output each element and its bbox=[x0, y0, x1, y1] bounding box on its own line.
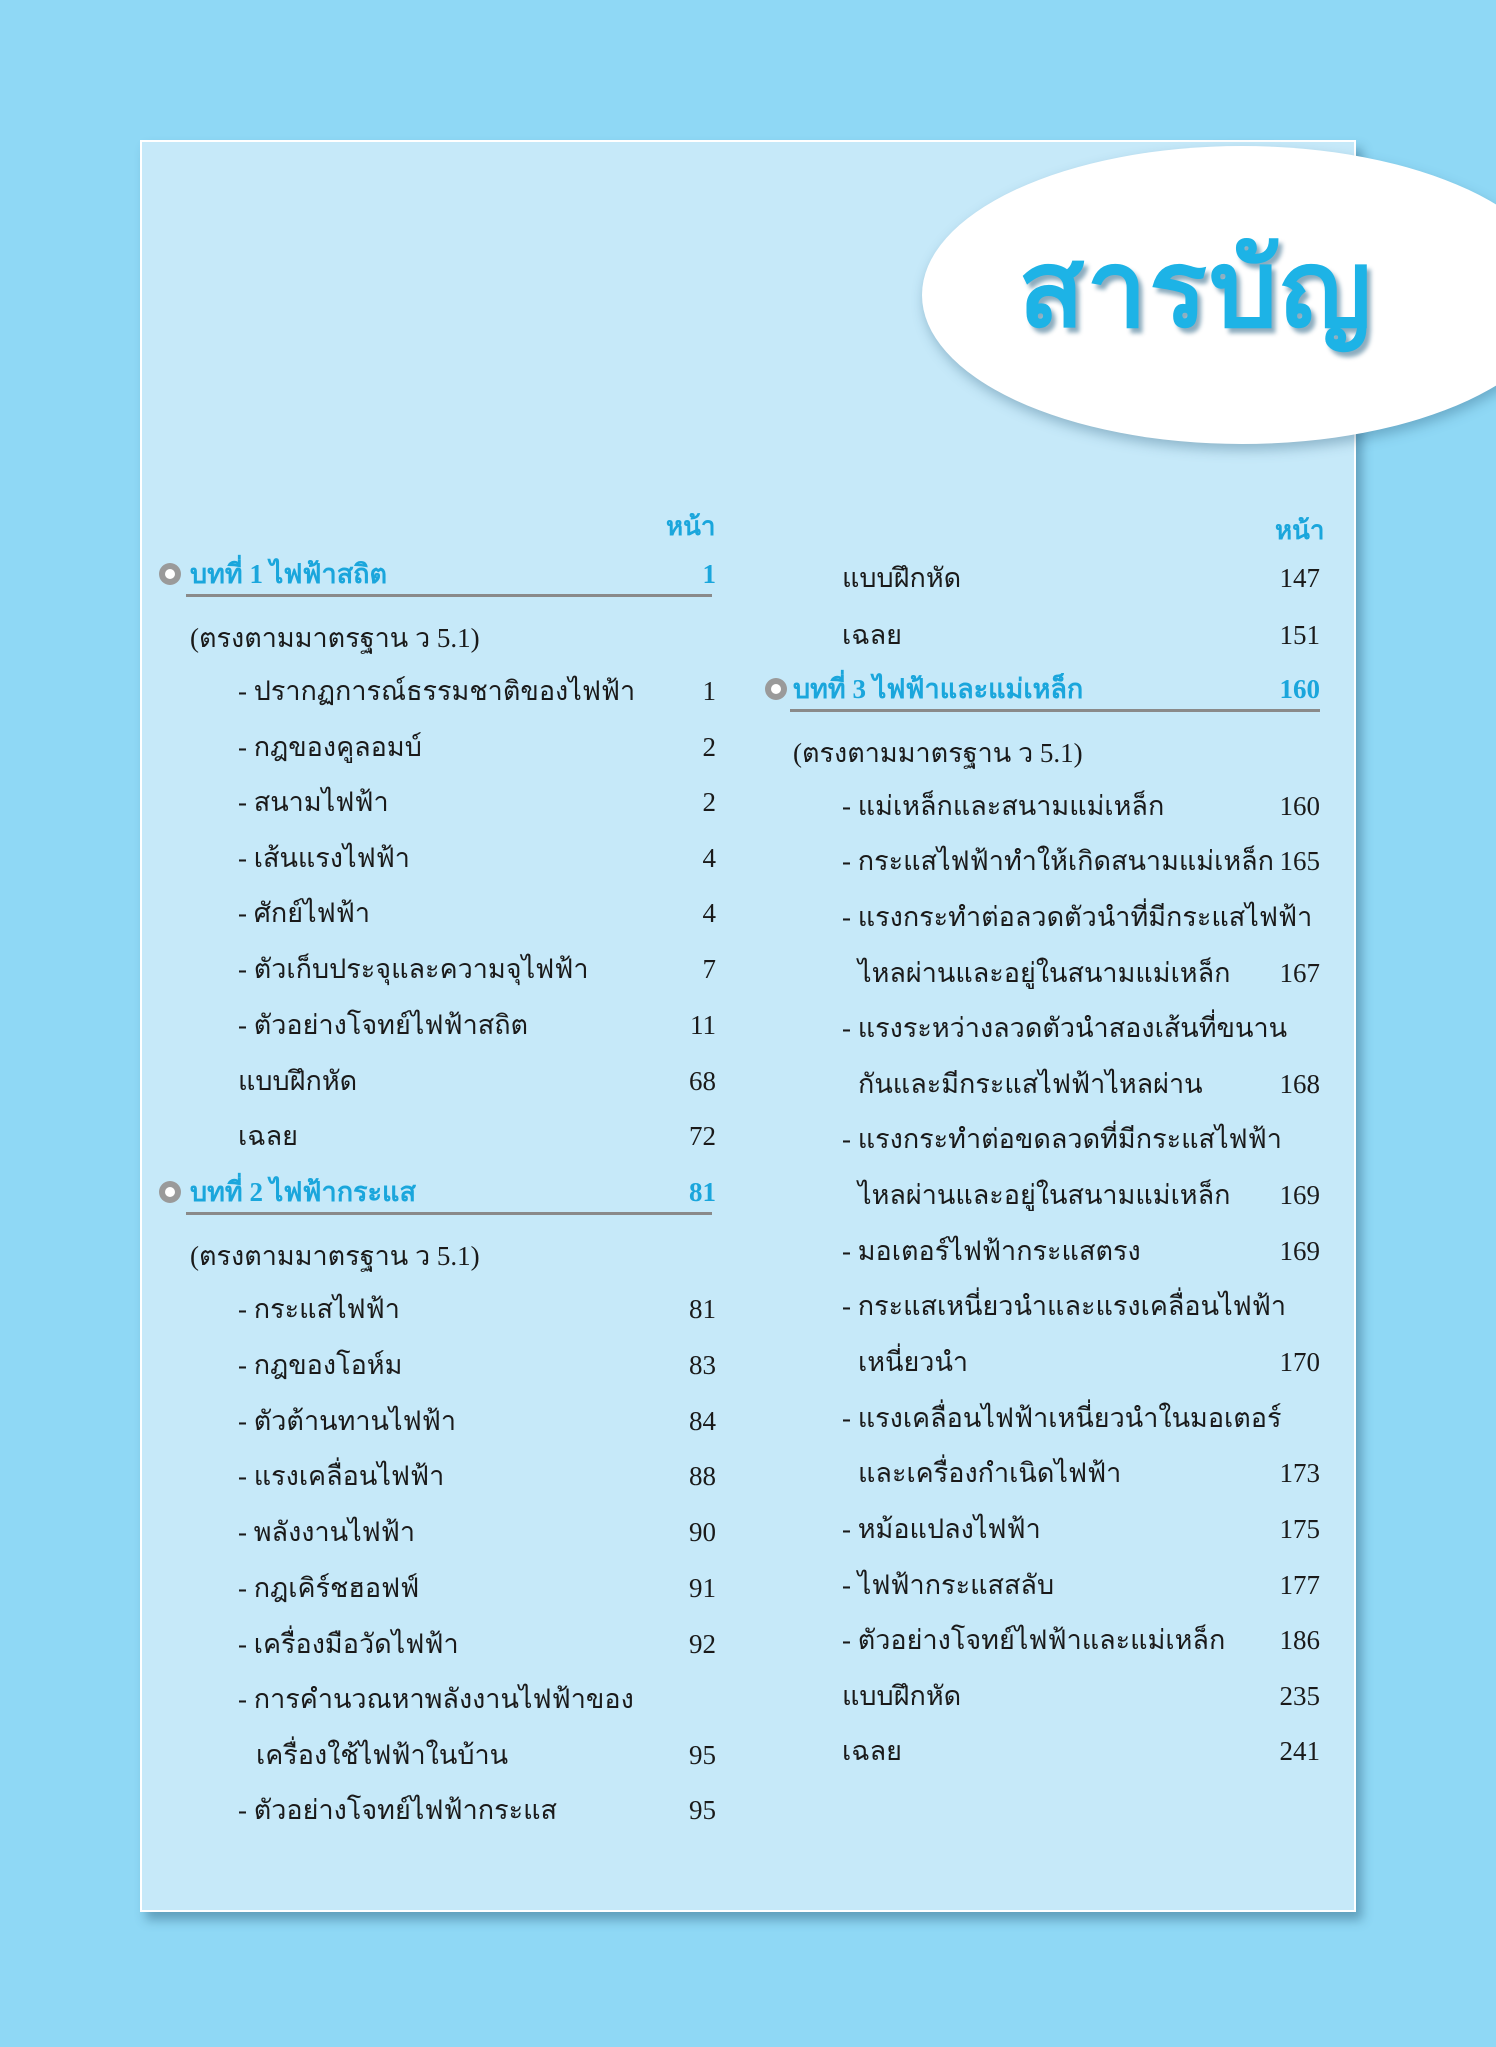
toc-entry-text: - เส้นแรงไฟฟ้า bbox=[238, 843, 410, 873]
toc-row bbox=[238, 1792, 716, 1828]
toc-row bbox=[858, 1455, 1320, 1491]
toc-entry-text: - แม่เหล็กและสนามแม่เหล็ก bbox=[842, 791, 1165, 821]
toc-page-number: 160 bbox=[1279, 791, 1320, 821]
toc-page-number: 95 bbox=[689, 1795, 716, 1825]
toc-page-number: 170 bbox=[1279, 1347, 1320, 1377]
chapter-bullet-icon bbox=[159, 1181, 181, 1203]
toc-entry-text: ไหลผ่านและอยู่ในสนามแม่เหล็ก bbox=[858, 958, 1231, 988]
toc-entry-text: - หม้อแปลงไฟฟ้า bbox=[842, 1514, 1041, 1544]
toc-row bbox=[842, 1733, 1320, 1769]
toc-entry-text: (ตรงตามมาตรฐาน ว 5.1) bbox=[190, 1241, 480, 1271]
toc-entry-text: - สนามไฟฟ้า bbox=[238, 787, 389, 817]
toc-row bbox=[842, 1678, 1320, 1714]
toc-page-number: 241 bbox=[1279, 1736, 1320, 1766]
toc-entry-text: - กฎเคิร์ชฮอฟฟ์ bbox=[238, 1573, 420, 1603]
toc-entry-text: แบบฝึกหัด bbox=[842, 563, 962, 593]
toc-page-number: 177 bbox=[1279, 1570, 1320, 1600]
toc-page-number: 81 bbox=[689, 1294, 716, 1324]
toc-page-number: 81 bbox=[689, 1177, 716, 1207]
toc-row bbox=[238, 1007, 716, 1043]
toc-entry-text: - ตัวอย่างโจทย์ไฟฟ้ากระแส bbox=[238, 1795, 557, 1825]
toc-row bbox=[842, 788, 1320, 824]
toc-row bbox=[842, 899, 1320, 935]
toc-row bbox=[842, 1622, 1320, 1658]
toc-entry-text: กันและมีกระแสไฟฟ้าไหลผ่าน bbox=[858, 1069, 1203, 1099]
chapter-bullet-icon bbox=[765, 678, 787, 700]
toc-page-number: 235 bbox=[1279, 1681, 1320, 1711]
toc-page-number: 91 bbox=[689, 1573, 716, 1603]
toc-entry-text: เฉลย bbox=[238, 1121, 298, 1151]
toc-page-number: 167 bbox=[1279, 958, 1320, 988]
toc-entry-text: เหนี่ยวนำ bbox=[858, 1347, 969, 1377]
toc-entry-text: เฉลย bbox=[842, 1736, 902, 1766]
toc-page-number: 4 bbox=[702, 843, 716, 873]
toc-entry-text: - ปรากฏการณ์ธรรมชาติของไฟฟ้า bbox=[238, 676, 636, 706]
toc-page-number: 169 bbox=[1279, 1236, 1320, 1266]
toc-entry-text: - ตัวเก็บประจุและความจุไฟฟ้า bbox=[238, 954, 589, 984]
toc-entry-text: - กระแสไฟฟ้าทำให้เกิดสนามแม่เหล็ก bbox=[842, 846, 1275, 876]
toc-entry-text: - กระแสไฟฟ้า bbox=[238, 1294, 400, 1324]
toc-row bbox=[793, 735, 1320, 771]
toc-row bbox=[238, 1347, 716, 1383]
toc-row bbox=[858, 1344, 1320, 1380]
toc-row bbox=[842, 1511, 1320, 1547]
chapter-title: บทที่ 3 ไฟฟ้าและแม่เหล็ก bbox=[793, 674, 1084, 704]
toc-entry-text: - ตัวอย่างโจทย์ไฟฟ้าสถิต bbox=[238, 1010, 529, 1040]
toc-page-number: 7 bbox=[702, 954, 716, 984]
page-column-label-right: หน้า bbox=[1275, 516, 1325, 545]
toc-page-number: 147 bbox=[1279, 563, 1320, 593]
toc-entry-text: - เครื่องมือวัดไฟฟ้า bbox=[238, 1629, 459, 1659]
page-title: สารบัญ bbox=[1018, 227, 1374, 352]
toc-row bbox=[842, 1233, 1320, 1269]
toc-entry-text: - พลังงานไฟฟ้า bbox=[238, 1517, 416, 1547]
toc-row bbox=[238, 840, 716, 876]
toc-row bbox=[842, 560, 1320, 596]
toc-row bbox=[238, 784, 716, 820]
toc-entry-text: - แรงระหว่างลวดตัวนำสองเส้นที่ขนาน bbox=[842, 1013, 1288, 1043]
toc-entry-text: (ตรงตามมาตรฐาน ว 5.1) bbox=[190, 623, 480, 653]
toc-row bbox=[238, 1403, 716, 1439]
toc-page-number: 186 bbox=[1279, 1625, 1320, 1655]
toc-page-number: 95 bbox=[689, 1740, 716, 1770]
toc-page-number: 168 bbox=[1279, 1069, 1320, 1099]
toc-entry-text: - แรงกระทำต่อขดลวดที่มีกระแสไฟฟ้า bbox=[842, 1124, 1282, 1154]
toc-row bbox=[238, 673, 716, 709]
toc-entry-text: - กระแสเหนี่ยวนำและแรงเคลื่อนไฟฟ้า bbox=[842, 1291, 1287, 1321]
toc-row bbox=[238, 1118, 716, 1154]
toc-row bbox=[842, 1121, 1320, 1157]
toc-entry-text: เครื่องใช้ไฟฟ้าในบ้าน bbox=[256, 1740, 509, 1770]
toc-chapter-row bbox=[190, 556, 716, 592]
toc-page-number: 92 bbox=[689, 1629, 716, 1659]
chapter-underline bbox=[790, 709, 1320, 712]
toc-entry-text: และเครื่องกำเนิดไฟฟ้า bbox=[858, 1458, 1122, 1488]
toc-chapter-row bbox=[793, 671, 1320, 707]
toc-page-number: 68 bbox=[689, 1066, 716, 1096]
toc-entry-text: - การคำนวณหาพลังงานไฟฟ้าของ bbox=[238, 1684, 634, 1714]
toc-row bbox=[842, 1288, 1320, 1324]
toc-page-number: 160 bbox=[1279, 674, 1320, 704]
toc-row bbox=[238, 1063, 716, 1099]
toc-page-number: 2 bbox=[702, 732, 716, 762]
toc-entry-text: - แรงเคลื่อนไฟฟ้าเหนี่ยวนำในมอเตอร์ bbox=[842, 1403, 1282, 1433]
toc-entry-text: - ไฟฟ้ากระแสสลับ bbox=[842, 1570, 1055, 1600]
toc-row bbox=[842, 843, 1320, 879]
toc-entry-text: - มอเตอร์ไฟฟ้ากระแสตรง bbox=[842, 1236, 1141, 1266]
chapter-title: บทที่ 2 ไฟฟ้ากระแส bbox=[190, 1177, 416, 1207]
toc-row bbox=[858, 1177, 1320, 1213]
toc-row bbox=[842, 1400, 1320, 1436]
toc-row bbox=[190, 1238, 716, 1274]
toc-entry-text: แบบฝึกหัด bbox=[238, 1066, 358, 1096]
toc-entry-text: - ตัวต้านทานไฟฟ้า bbox=[238, 1406, 456, 1436]
toc-row bbox=[238, 729, 716, 765]
toc-row bbox=[238, 895, 716, 931]
toc-entry-text: - แรงเคลื่อนไฟฟ้า bbox=[238, 1461, 445, 1491]
toc-row bbox=[238, 1681, 716, 1717]
toc-row bbox=[858, 1066, 1320, 1102]
toc-page-number: 165 bbox=[1279, 846, 1320, 876]
toc-row bbox=[238, 951, 716, 987]
toc-entry-text: - ศักย์ไฟฟ้า bbox=[238, 898, 371, 928]
page-column-label-left: หน้า bbox=[666, 512, 716, 541]
toc-page-number: 169 bbox=[1279, 1180, 1320, 1210]
toc-page-number: 88 bbox=[689, 1461, 716, 1491]
toc-entry-text: (ตรงตามมาตรฐาน ว 5.1) bbox=[793, 738, 1083, 768]
toc-page-number: 2 bbox=[702, 787, 716, 817]
chapter-title: บทที่ 1 ไฟฟ้าสถิต bbox=[190, 559, 388, 589]
toc-chapter-row bbox=[190, 1174, 716, 1210]
toc-row bbox=[238, 1570, 716, 1606]
toc-row bbox=[256, 1737, 716, 1773]
toc-entry-text: แบบฝึกหัด bbox=[842, 1681, 962, 1711]
toc-page-number: 175 bbox=[1279, 1514, 1320, 1544]
toc-page-number: 84 bbox=[689, 1406, 716, 1436]
toc-entry-text: - ตัวอย่างโจทย์ไฟฟ้าและแม่เหล็ก bbox=[842, 1625, 1226, 1655]
toc-row bbox=[238, 1291, 716, 1327]
toc-entry-text: - กฎของคูลอมบ์ bbox=[238, 732, 422, 762]
toc-entry-text: - แรงกระทำต่อลวดตัวนำที่มีกระแสไฟฟ้า bbox=[842, 902, 1313, 932]
toc-row bbox=[238, 1458, 716, 1494]
toc-row bbox=[858, 955, 1320, 991]
chapter-underline bbox=[186, 1212, 712, 1215]
toc-page-number: 1 bbox=[702, 676, 716, 706]
toc-page-number: 4 bbox=[702, 898, 716, 928]
toc-page-number: 151 bbox=[1279, 620, 1320, 650]
toc-entry-text: ไหลผ่านและอยู่ในสนามแม่เหล็ก bbox=[858, 1180, 1231, 1210]
toc-entry-text: - กฎของโอห์ม bbox=[238, 1350, 403, 1380]
chapter-bullet-icon bbox=[159, 563, 181, 585]
toc-page-number: 173 bbox=[1279, 1458, 1320, 1488]
toc-page-number: 11 bbox=[690, 1010, 716, 1040]
toc-entry-text: เฉลย bbox=[842, 620, 902, 650]
toc-page-number: 1 bbox=[702, 559, 716, 589]
toc-page-number: 83 bbox=[689, 1350, 716, 1380]
toc-page-number: 90 bbox=[689, 1517, 716, 1547]
toc-row bbox=[842, 617, 1320, 653]
toc-row bbox=[842, 1567, 1320, 1603]
toc-row bbox=[842, 1010, 1320, 1046]
toc-row bbox=[190, 620, 716, 656]
chapter-underline bbox=[186, 594, 712, 597]
toc-page-number: 72 bbox=[689, 1121, 716, 1151]
toc-row bbox=[238, 1514, 716, 1550]
toc-row bbox=[238, 1626, 716, 1662]
